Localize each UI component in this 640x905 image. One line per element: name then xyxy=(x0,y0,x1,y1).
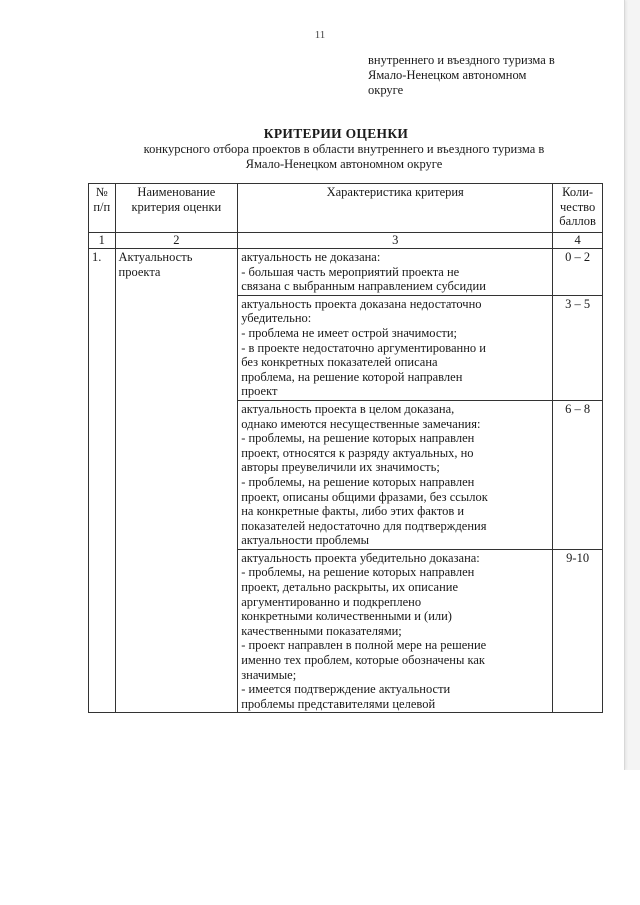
header-points-line: Коли- xyxy=(562,185,594,199)
criterion-score: 3 – 5 xyxy=(553,295,603,400)
characteristic-line: конкретными количественными и (или) xyxy=(241,609,452,624)
characteristic-line: актуальность проекта убедительно доказана: xyxy=(241,550,480,565)
characteristic-line: качественными показателями; xyxy=(241,623,402,638)
characteristic-line: показателей недостаточно для подтверждения xyxy=(241,518,487,533)
characteristic-line: без конкретных показателей описана xyxy=(241,355,438,370)
table-header-row xyxy=(89,184,603,233)
characteristic-line: проблема, на решение которой направлен xyxy=(241,369,463,384)
subtitle-line: Ямало-Ненецком автономном округе xyxy=(245,157,443,171)
criterion-characteristic xyxy=(238,295,553,400)
characteristic-line: однако имеются несущественные замечания: xyxy=(241,416,481,431)
header-name-line: критерия оценки xyxy=(131,199,222,214)
characteristic-line: проект xyxy=(241,384,278,399)
criterion-characteristic xyxy=(238,549,553,713)
criterion-score: 6 – 8 xyxy=(553,400,603,549)
header-points-line: чество xyxy=(560,199,596,214)
document-subtitle xyxy=(96,142,592,172)
characteristic-line: аргументированно и подкреплено xyxy=(241,594,422,609)
column-number: 3 xyxy=(238,233,553,249)
characteristic-line: актуальность не доказана: xyxy=(241,250,381,264)
criterion-score: 9-10 xyxy=(553,549,603,713)
characteristic-line: - большая часть мероприятий проекта не xyxy=(241,264,460,279)
characteristic-line: проект, детально раскрыты, их описание xyxy=(241,580,459,595)
characteristic-line: - проблемы, на решение которых направлен xyxy=(241,565,475,580)
characteristic-line: именно тех проблем, которые обозначены как xyxy=(241,653,485,668)
header-points-line: баллов xyxy=(559,214,596,229)
header-num-line: п/п xyxy=(93,199,111,214)
criterion-name xyxy=(115,249,238,713)
characteristic-line: - в проекте недостаточно аргументированно и xyxy=(241,340,486,355)
document-title: КРИТЕРИИ ОЦЕНКИ xyxy=(263,126,409,141)
column-number: 2 xyxy=(115,233,238,249)
column-number: 4 xyxy=(553,233,603,249)
characteristic-line: проблемы представителями целевой xyxy=(241,696,436,711)
page-bottom-margin xyxy=(0,770,640,905)
characteristic-line: значимые; xyxy=(241,667,297,682)
criteria-body xyxy=(89,249,603,713)
criterion-name-line: Актуальность xyxy=(118,250,193,264)
criterion-name-line: проекта xyxy=(118,264,161,279)
criterion-characteristic xyxy=(238,400,553,549)
characteristic-line: - имеется подтверждение актуальности xyxy=(241,682,451,697)
criteria-table xyxy=(88,183,603,713)
header-points xyxy=(553,184,603,233)
header-num xyxy=(89,184,116,233)
characteristic-line: проект, описаны общими фразами, без ссылок xyxy=(241,489,488,504)
header-num-line: № xyxy=(95,185,108,199)
characteristic-line: - проблема не имеет острой значимости; xyxy=(241,325,457,340)
characteristic-line: авторы преувеличили их значимость; xyxy=(241,460,440,475)
addressee-block xyxy=(368,53,608,98)
characteristic-line: на конкретные факты, либо этих фактов и xyxy=(241,504,465,519)
criterion-score: 0 – 2 xyxy=(553,249,603,296)
characteristic-line: связана с выбранным направлением субсидии xyxy=(241,279,486,294)
header-name xyxy=(115,184,238,233)
characteristic-line: убедительно: xyxy=(241,311,312,326)
characteristic-line: актуальность проекта доказана недостаточно xyxy=(241,296,482,311)
header-characteristic: Характеристика критерия xyxy=(238,184,553,233)
addressee-line: округе xyxy=(368,83,404,97)
characteristic-line: актуальность проекта в целом доказана, xyxy=(241,401,455,416)
page-number: 11 xyxy=(314,29,326,41)
subtitle-line: конкурсного отбора проектов в области внутреннего и въездного туризма в xyxy=(143,142,545,156)
column-number: 1 xyxy=(89,233,116,249)
criterion-number: 1. xyxy=(89,249,116,713)
criterion-characteristic xyxy=(238,249,553,296)
header-name-line: Наименование xyxy=(137,185,216,199)
characteristic-line: - проблемы, на решение которых направлен xyxy=(241,431,475,446)
characteristic-line: проект, относятся к разряду актуальных, но xyxy=(241,445,474,460)
table-row xyxy=(89,249,603,296)
characteristic-line: актуальности проблемы xyxy=(241,533,370,548)
column-number-row xyxy=(89,233,603,249)
addressee-line: внутреннего и въездного туризма в xyxy=(368,53,555,67)
characteristic-line: - проект направлен в полной мере на решение xyxy=(241,638,487,653)
addressee-line: Ямало-Ненецком автономном xyxy=(368,68,527,82)
characteristic-line: - проблемы, на решение которых направлен xyxy=(241,474,475,489)
